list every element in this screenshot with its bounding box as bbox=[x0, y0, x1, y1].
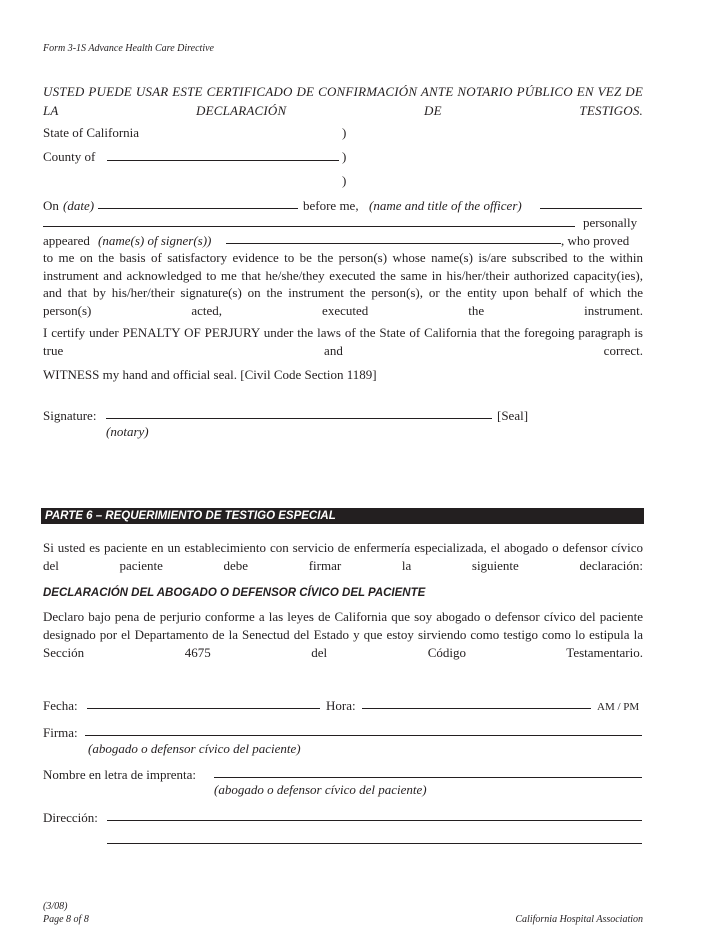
state-paren: ) bbox=[342, 125, 347, 140]
hora-label: Hora: bbox=[326, 698, 356, 713]
appeared-label: appeared bbox=[43, 233, 90, 248]
firma-field[interactable] bbox=[85, 735, 642, 736]
perjury-paragraph: I certify under PENALTY OF PERJURY under the laws of the State of California that the foregoing paragraph is true and correct. bbox=[43, 325, 643, 358]
personally-label: personally bbox=[583, 215, 638, 230]
ampm-label: AM / PM bbox=[597, 701, 640, 713]
hora-field[interactable] bbox=[362, 708, 591, 709]
officer-field-continued[interactable] bbox=[43, 226, 575, 227]
firma-label: Firma: bbox=[43, 725, 78, 740]
footer-org: California Hospital Association bbox=[515, 914, 643, 925]
state-label: State of California bbox=[43, 125, 140, 140]
direccion-field-line-1[interactable] bbox=[107, 820, 642, 821]
county-label: County of bbox=[43, 149, 96, 164]
direccion-label: Dirección: bbox=[43, 810, 98, 825]
firma-hint: (abogado o defensor cívico del paciente) bbox=[88, 741, 301, 756]
part6-intro: Si usted es paciente en un establecimiento con servicio de enfermería especializada, el abogado o defensor cívico del paciente debe firmar la siguiente declaración: bbox=[43, 540, 643, 573]
before-me-label: before me, bbox=[303, 198, 359, 213]
spanish-notary-note: USTED PUEDE USAR ESTE CERTIFICADO DE CONFIRMACIÓN ANTE NOTARIO PÚBLICO EN VEZ DE LA DECLARACIÓN DE TESTIGOS. bbox=[43, 84, 643, 118]
form-title: Form 3-1S Advance Health Care Directive bbox=[43, 43, 214, 54]
signature-label: Signature: bbox=[43, 408, 97, 423]
officer-field[interactable] bbox=[540, 208, 642, 209]
nombre-hint: (abogado o defensor cívico del paciente) bbox=[214, 782, 427, 797]
seal-label: [Seal] bbox=[497, 408, 529, 423]
signer-hint: (name(s) of signer(s)) bbox=[98, 233, 212, 248]
nombre-label: Nombre en letra de imprenta: bbox=[43, 767, 197, 782]
fecha-field[interactable] bbox=[87, 708, 320, 709]
date-field[interactable] bbox=[98, 208, 298, 209]
on-label: On bbox=[43, 198, 59, 213]
county-paren: ) bbox=[342, 149, 347, 164]
footer-date: (3/08) bbox=[43, 901, 68, 912]
declaration-text: Declaro bajo pena de perjurio conforme a las leyes de California que soy abogado o defensor cívico del paciente designado por el Departamento de la Senectud del Estado y que estoy sirviendo como testigo como lo estipula la Sección 4675 del Código Testamentario. bbox=[43, 609, 643, 660]
notary-hint: (notary) bbox=[106, 424, 149, 439]
signer-field[interactable] bbox=[226, 243, 561, 244]
part6-title: PARTE 6 – REQUERIMIENTO DE TESTIGO ESPECIAL bbox=[41, 508, 644, 524]
proof-paragraph: to me on the basis of satisfactory evidence to be the person(s) whose name(s) is/are subscribed to the within instrument and acknowledged to me that he/she/they executed the same in his/her/their authorized capacity(ies), and that by his/her/their signature(s) on the instrument the person(s), or the entity upon behalf of which the person(s) acted, executed the instrument. bbox=[43, 250, 643, 318]
declaration-subhead: DECLARACIÓN DEL ABOGADO O DEFENSOR CÍVICO DEL PACIENTE bbox=[43, 587, 426, 599]
extra-paren: ) bbox=[342, 173, 347, 188]
nombre-field[interactable] bbox=[214, 777, 642, 778]
fecha-label: Fecha: bbox=[43, 698, 78, 713]
notary-signature-field[interactable] bbox=[106, 418, 492, 419]
direccion-field-line-2[interactable] bbox=[107, 843, 642, 844]
footer-page: Page 8 of 8 bbox=[43, 914, 89, 925]
county-field[interactable] bbox=[107, 160, 339, 161]
who-proved-label: , who proved bbox=[561, 233, 630, 248]
date-hint: (date) bbox=[63, 198, 95, 213]
witness-text: WITNESS my hand and official seal. [Civil Code Section 1189] bbox=[43, 367, 377, 382]
officer-hint: (name and title of the officer) bbox=[369, 198, 522, 213]
